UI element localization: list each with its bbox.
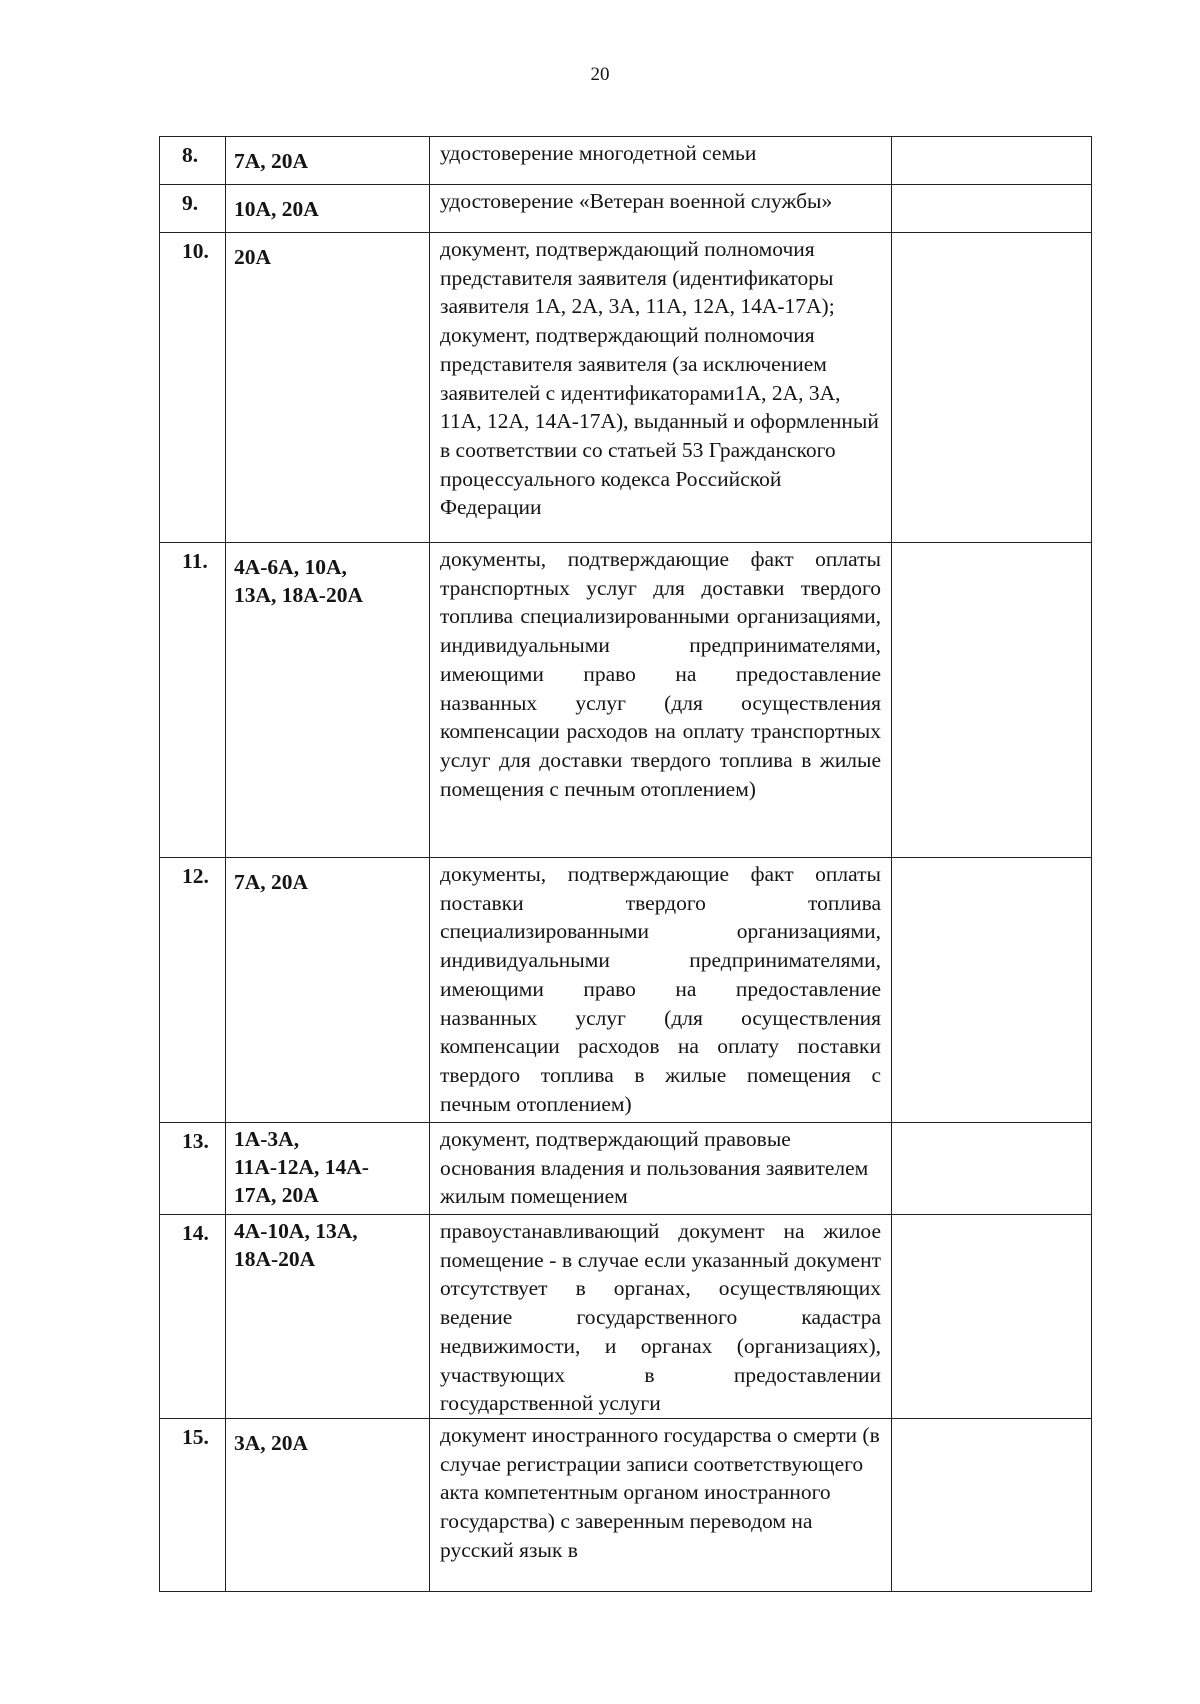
document-description bbox=[430, 858, 892, 1123]
row-number: 9. bbox=[160, 185, 226, 233]
identifier-line: 18А-20А bbox=[234, 1247, 316, 1271]
identifier-line: 10А, 20А bbox=[234, 197, 319, 221]
table-row bbox=[160, 858, 1092, 1123]
notes-cell bbox=[892, 233, 1092, 543]
document-description bbox=[430, 1215, 892, 1419]
row-number: 13. bbox=[160, 1123, 226, 1215]
applicant-identifiers bbox=[226, 233, 430, 543]
applicant-identifiers bbox=[226, 1215, 430, 1419]
identifier-line: 4А-10А, 13А, bbox=[234, 1219, 358, 1243]
document-paragraph: удостоверение «Ветеран военной службы» bbox=[440, 189, 833, 213]
notes-cell bbox=[892, 185, 1092, 233]
identifier-line: 7А, 20А bbox=[234, 870, 309, 894]
document-paragraph: документ, подтверждающий правовые основания владения и пользования заявителем жилым помещением bbox=[440, 1127, 869, 1209]
row-number: 15. bbox=[160, 1418, 226, 1591]
table-row bbox=[160, 137, 1092, 185]
applicant-identifiers bbox=[226, 858, 430, 1123]
applicant-identifiers bbox=[226, 543, 430, 858]
table-row bbox=[160, 185, 1092, 233]
document-paragraph: документ иностранного государства о смерти (в случае регистрации записи соответствующего акта компетентным органом иностранного государства) с заверенным переводом на русский язык в bbox=[440, 1422, 880, 1562]
document-description bbox=[430, 1123, 892, 1215]
identifier-line: 1А-3А, bbox=[234, 1127, 300, 1151]
documents-table bbox=[159, 136, 1092, 1592]
table-row bbox=[160, 1123, 1092, 1215]
document-paragraph: документы, подтверждающие факт оплаты поставки твердого топлива специализированными организациями, индивидуальными предпринимателями, имеющими право на предоставление названных услуг (для осуществления компенсации расходов на оплату поставки твердого топлива в жилые помещения с печным отоплением) bbox=[440, 862, 881, 1116]
notes-cell bbox=[892, 1418, 1092, 1591]
identifier-line: 13А, 18А-20А bbox=[234, 583, 363, 607]
notes-cell bbox=[892, 543, 1092, 858]
row-number: 11. bbox=[160, 543, 226, 858]
table-row bbox=[160, 543, 1092, 858]
notes-cell bbox=[892, 858, 1092, 1123]
document-paragraph: правоустанавливающий документ на жилое помещение - в случае если указанный документ отсутствует в органах, осуществляющих ведение государственного кадастра недвижимости, и органах (организациях), участвующих в предоставлении государственной услуги bbox=[440, 1219, 881, 1416]
row-number: 8. bbox=[160, 137, 226, 185]
table-row bbox=[160, 233, 1092, 543]
notes-cell bbox=[892, 1123, 1092, 1215]
row-number: 10. bbox=[160, 233, 226, 543]
notes-cell bbox=[892, 137, 1092, 185]
identifier-line: 3А, 20А bbox=[234, 1430, 309, 1455]
document-paragraph: удостоверение многодетной семьи bbox=[440, 141, 757, 165]
identifier-line: 20А bbox=[234, 245, 272, 269]
applicant-identifiers bbox=[226, 185, 430, 233]
document-description bbox=[430, 233, 892, 543]
applicant-identifiers bbox=[226, 137, 430, 185]
document-paragraph: документ, подтверждающий полномочия представителя заявителя (за исключением заявителей с идентификаторами1А, 2А, 3А, 11А, 12А, 14А-17А), выданный и оформленный в соответствии со статьей 53 Гражданского процессуального кодекса Российской Федерации bbox=[440, 323, 879, 520]
table-row bbox=[160, 1215, 1092, 1419]
row-number: 12. bbox=[160, 858, 226, 1123]
identifier-line: 7А, 20А bbox=[234, 149, 309, 173]
identifier-line: 11А-12А, 14А- bbox=[234, 1155, 369, 1179]
row-number: 14. bbox=[160, 1215, 226, 1419]
applicant-identifiers bbox=[226, 1418, 430, 1591]
document-description bbox=[430, 1418, 892, 1591]
applicant-identifiers bbox=[226, 1123, 430, 1215]
document-description bbox=[430, 185, 892, 233]
page-number: 20 bbox=[590, 64, 610, 85]
identifier-line: 4А-6А, 10А, bbox=[234, 555, 347, 579]
document-paragraph: документы, подтверждающие факт оплаты транспортных услуг для доставки твердого топлива специализированными организациями, индивидуальными предпринимателями, имеющими право на предоставление названных услуг (для осуществления компенсации расходов на оплату транспортных услуг для доставки твердого топлива в жилые помещения с печным отоплением) bbox=[440, 547, 881, 801]
document-description bbox=[430, 543, 892, 858]
notes-cell bbox=[892, 1215, 1092, 1419]
document-paragraph: документ, подтверждающий полномочия представителя заявителя (идентификаторы заявителя 1А, 2А, 3А, 11А, 12А, 14А-17А); bbox=[440, 237, 835, 319]
identifier-line: 17А, 20А bbox=[234, 1183, 319, 1207]
document-description bbox=[430, 137, 892, 185]
table-row bbox=[160, 1418, 1092, 1591]
